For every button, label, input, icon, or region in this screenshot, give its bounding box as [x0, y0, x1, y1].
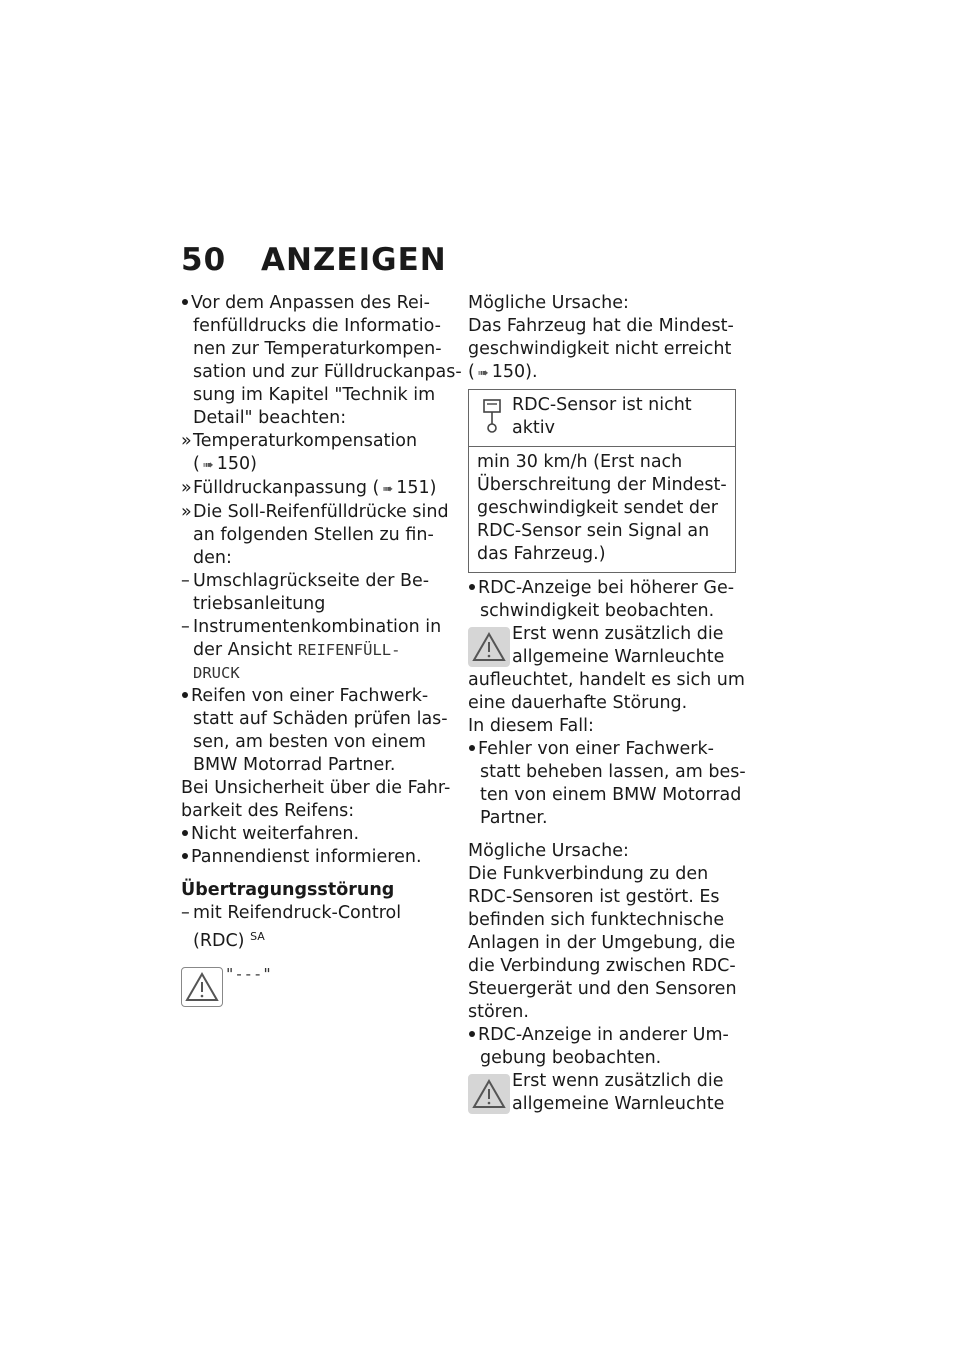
warning-triangle-icon [181, 967, 223, 1007]
section-heading: Übertragungsstörung [181, 880, 395, 900]
warning-note: Erst wenn zusätzlich die allgemeine Warnleuchte [468, 623, 740, 669]
bullet-icon [182, 853, 188, 859]
raquo-icon: » [181, 431, 192, 451]
reference-arrow-icon: ➠ [382, 482, 394, 497]
dash-icon: – [181, 903, 190, 923]
status-table-body: min 30 km/h (Erst nach Überschreitung der Mindest- geschwindigkeit sendet der RDC-Sensor sein Signal an das Fahrzeug.) [477, 452, 727, 564]
reference-arrow-icon: ➠ [202, 458, 214, 473]
warning-triangle-icon [468, 627, 510, 667]
bullet-icon [469, 745, 475, 751]
dash-icon: – [181, 571, 190, 591]
reference-arrow-icon: ➠ [477, 366, 489, 381]
raquo-icon: » [181, 502, 192, 522]
bullet-icon [469, 584, 475, 590]
raquo-icon: » [181, 478, 192, 498]
bullet-icon [182, 692, 188, 698]
cross-reference[interactable]: ( ➠ 150). [468, 361, 740, 385]
display-indicator [181, 963, 451, 1009]
left-column: Vor dem Anpassen des Rei- fenfülldrucks die Informatio- nen zur Temperaturkompen- sation und zur Fülldruckanpas- sung im Kapitel "Technik im Detail" beachten: »Temperaturkompensation ( ➠ 150) »Fülldruckanpassung ( ➠ 151) »Die Soll-Reifenfülldrücke sind an folgenden Stellen zu fin- den: – Umschlagrückseite der Be- triebsanleitung – Instrumentenkombination in der Ansicht REIFENFÜLL- DRUCK Reifen von einer Fachwerk- statt auf Schäden prüfen las- sen, am besten von einem BMW Motorrad Partner. Bei Unsicherheit über die Fahr- barkeit des Reifens: Nicht weiterfahren. Pannendienst informieren. Übertragungsstörung – mit Reifendruck-Control (RDC) $^{SA}$ "---" [181, 292, 451, 1009]
display-text: DRUCK [193, 664, 240, 682]
rdc-sensor-icon [481, 398, 503, 441]
bullet-icon [182, 299, 188, 305]
display-text: REIFENFÜLL- [297, 641, 401, 659]
cross-reference[interactable]: »Fülldruckanpassung ( ➠ 151) [181, 477, 451, 501]
section-title: ANZEIGEN [261, 242, 447, 278]
dash-icon: – [181, 617, 190, 637]
right-column: Mögliche Ursache: Das Fahrzeug hat die Mindest- geschwindigkeit nicht erreicht ( ➠ 150). RDC-Sensor ist nicht aktiv min 30 km/h (Erst nach Überschreitung der Mindest- geschwindigkeit sendet der RDC-Sensor sein Signal an das Fahrzeug.) RDC-Anzeige bei höherer Ge- schwindigkeit beobachten. Erst wenn zusätzlich die allgemeine Warnleuchte aufleuchtet, handelt es sich um eine dauerhafte Störung. In diesem Fall: Fehler von einer Fachwerk- statt beheben lassen, am bes- ten von einem BMW Motorrad Partner. Mögliche Ursache: Die Funkverbindung zu den RDC-Sensoren ist gestört. Es befinden sich funktechnische Anlagen in der Umgebung, die die Verbindung zwischen RDC- Steuergerät und den Sensoren stören. RDC-Anzeige in anderer Um- gebung beobachten. Erst wenn zusätzlich die allgemeine Warnleuchte [468, 293, 746, 1114]
page-number: 50 [181, 242, 227, 278]
bullet-icon [182, 830, 188, 836]
cross-reference[interactable]: ( ➠ 150) [181, 453, 451, 477]
bullet-icon [469, 1031, 475, 1037]
display-text: "---" [225, 965, 272, 983]
status-table [468, 389, 736, 573]
status-table-header: RDC-Sensor ist nicht aktiv [469, 390, 735, 447]
warning-note: Erst wenn zusätzlich die allgemeine Warnleuchte [468, 1070, 740, 1116]
warning-triangle-icon [468, 1074, 510, 1114]
